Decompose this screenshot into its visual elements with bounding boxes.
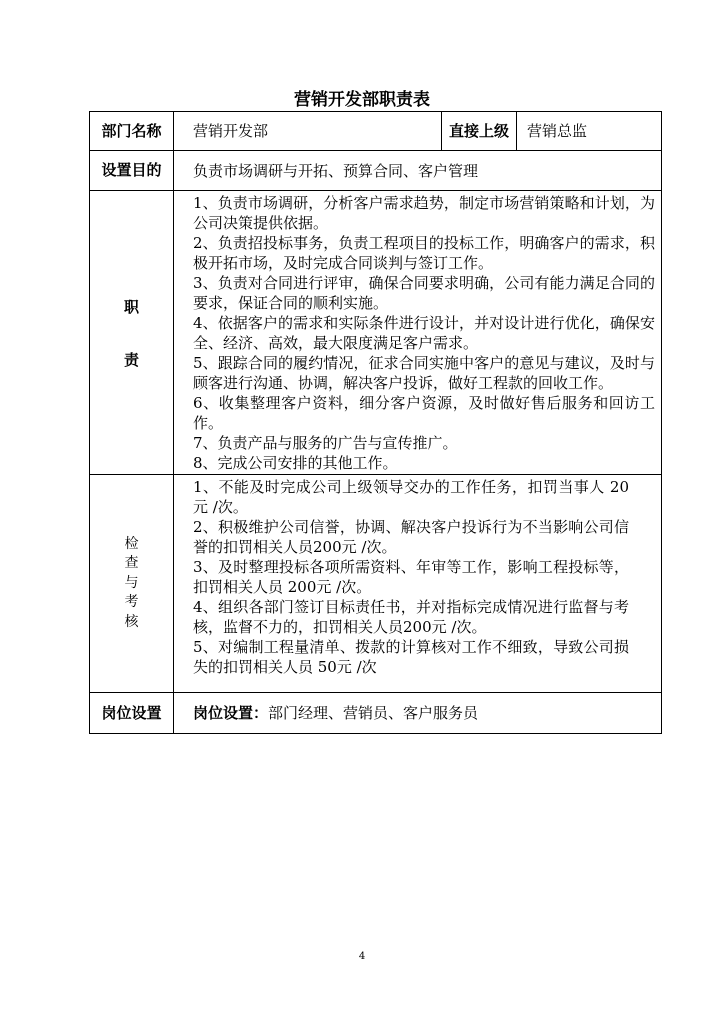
duties-label-char: 职 (123, 297, 139, 316)
inspection-label-char: 考 (124, 594, 139, 611)
duty-item: 1、负责市场调研，分析客户需求趋势，制定市场营销策略和计划，为公司决策提供依据。 (193, 194, 655, 232)
inspection-list (174, 475, 662, 693)
duties-label (90, 191, 174, 475)
row-department (90, 112, 662, 151)
duty-table (89, 111, 662, 734)
inspection-label-char: 核 (124, 613, 139, 630)
inspection-item: 3、及时整理投标各项所需资料、年审等工作，影响工程投标等，扣罚相关人员 200元 /次。 (193, 558, 629, 596)
positions-value-text: 部门经理、营销员、客户服务员 (268, 704, 479, 722)
duty-item: 5、跟踪合同的履约情况，征求合同实施中客户的意见与建议，及时与顾客进行沟通、协调，解决客户投诉，做好工程款的回收工作。 (193, 354, 655, 392)
row-duties (90, 191, 662, 475)
duty-item: 7、负责产品与服务的广告与宣传推广。 (193, 434, 458, 452)
inspection-label-char: 查 (124, 555, 139, 572)
row-purpose (90, 151, 662, 191)
superior-label: 直接上级 (442, 112, 517, 151)
department-value: 营销开发部 (174, 112, 442, 151)
inspection-item: 1、不能及时完成公司上级领导交办的工作任务，扣罚当事人 20元 /次。 (193, 478, 629, 516)
inspection-item: 4、组织各部门签订目标责任书，并对指标完成情况进行监督与考核，监督不力的，扣罚相关人员200元 /次。 (193, 598, 629, 636)
inspection-label (90, 475, 174, 693)
duties-list (174, 191, 662, 475)
positions-value-label: 岗位设置： (193, 704, 269, 722)
inspection-label-char: 与 (124, 574, 139, 591)
page-number: 4 (358, 951, 366, 962)
row-inspection (90, 475, 662, 693)
purpose-label: 设置目的 (90, 151, 174, 191)
department-label: 部门名称 (90, 112, 174, 151)
positions-value (174, 693, 662, 734)
inspection-item: 5、对编制工程量清单、拨款的计算核对工作不细致，导致公司损失的扣罚相关人员 50元 /次 (193, 638, 629, 676)
page-title: 营销开发部职责表 (294, 90, 430, 110)
duties-label-char: 责 (123, 350, 139, 369)
duty-item: 4、依据客户的需求和实际条件进行设计，并对设计进行优化，确保安全、经济、高效，最大限度满足客户需求。 (193, 314, 655, 352)
purpose-value: 负责市场调研与开拓、预算合同、客户管理 (174, 151, 662, 191)
superior-value: 营销总监 (517, 112, 662, 151)
inspection-item: 2、积极维护公司信誉，协调、解决客户投诉行为不当影响公司信誉的扣罚相关人员200元 /次。 (193, 518, 629, 556)
inspection-label-char: 检 (124, 535, 139, 552)
row-positions (90, 693, 662, 734)
positions-label: 岗位设置 (90, 693, 174, 734)
duty-item: 3、负责对合同进行评审，确保合同要求明确，公司有能力满足合同的要求，保证合同的顺利实施。 (193, 274, 655, 312)
duty-item: 8、完成公司安排的其他工作。 (193, 454, 398, 472)
duty-item: 2、负责招投标事务，负责工程项目的投标工作，明确客户的需求，积极开拓市场，及时完成合同谈判与签订工作。 (193, 234, 655, 272)
duty-item: 6、收集整理客户资料，细分客户资源，及时做好售后服务和回访工作。 (193, 394, 655, 432)
